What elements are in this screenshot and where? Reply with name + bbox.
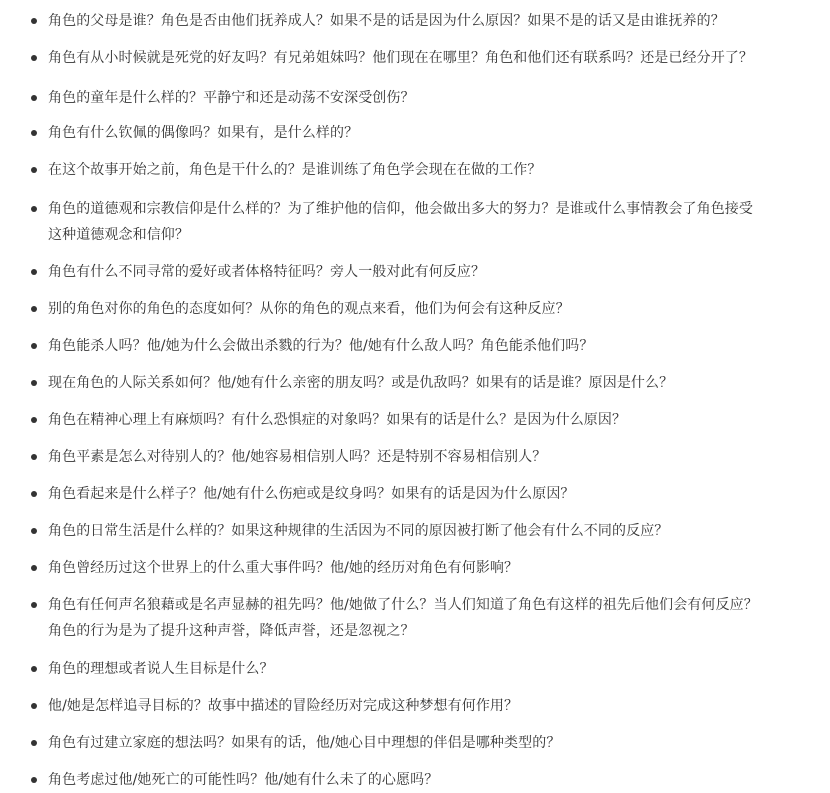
bullet-icon	[31, 740, 37, 746]
question-line: 在这个故事开始之前，角色是干什么的？是谁训练了角色学会现在在做的工作？	[48, 162, 542, 178]
bullet-icon	[31, 602, 37, 608]
question-text	[48, 693, 824, 719]
question-item	[0, 555, 830, 581]
question-text	[48, 45, 824, 71]
bullet-icon	[31, 269, 37, 275]
question-text	[48, 730, 824, 756]
question-item	[0, 8, 830, 34]
question-text	[48, 259, 824, 285]
question-line: 角色能杀人吗？他/她为什么会做出杀戮的行为？他/她有什么敌人吗？角色能杀他们吗？	[48, 338, 594, 354]
question-item	[0, 767, 830, 793]
question-line: 角色的日常生活是什么样的？如果这种规律的生活因为不同的原因被打断了他会有什么不同的反应？	[48, 523, 669, 539]
bullet-icon	[31, 206, 37, 212]
question-item	[0, 730, 830, 756]
question-item	[0, 85, 830, 111]
question-line: 别的角色对你的角色的态度如何？从你的角色的观点来看，他们为何会有这种反应？	[48, 301, 570, 317]
question-line: 角色的童年是什么样的？平静宁和还是动荡不安深受创伤？	[48, 90, 415, 106]
question-item	[0, 444, 830, 470]
question-text	[48, 592, 824, 644]
bullet-icon	[31, 666, 37, 672]
question-item	[0, 120, 830, 146]
question-item	[0, 196, 830, 248]
question-text	[48, 157, 824, 183]
question-item	[0, 481, 830, 507]
bullet-icon	[31, 380, 37, 386]
question-item	[0, 333, 830, 359]
question-item	[0, 296, 830, 322]
question-text	[48, 656, 824, 682]
question-line: 角色有什么不同寻常的爱好或者体格特征吗？旁人一般对此有何反应？	[48, 264, 486, 280]
question-text	[48, 481, 824, 507]
question-text	[48, 333, 824, 359]
question-line: 角色有什么钦佩的偶像吗？如果有，是什么样的？	[48, 125, 359, 141]
question-text	[48, 370, 824, 396]
question-item	[0, 693, 830, 719]
bullet-icon	[31, 18, 37, 24]
bullet-icon	[31, 167, 37, 173]
bullet-icon	[31, 417, 37, 423]
question-line: 角色考虑过他/她死亡的可能性吗？他/她有什么未了的心愿吗？	[48, 772, 439, 788]
question-line: 角色有过建立家庭的想法吗？如果有的话，他/她心目中理想的伴侣是哪种类型的？	[48, 735, 561, 751]
bullet-icon	[31, 454, 37, 460]
bullet-icon	[31, 528, 37, 534]
question-text	[48, 296, 824, 322]
question-line: 角色在精神心理上有麻烦吗？有什么恐惧症的对象吗？如果有的话是什么？是因为什么原因？	[48, 412, 627, 428]
bullet-icon	[31, 343, 37, 349]
question-item	[0, 592, 830, 644]
question-line: 角色的道德观和宗教信仰是什么样的？为了维护他的信仰，他会做出多大的努力？是谁或什么事情教会了角色接受	[48, 201, 753, 217]
question-item	[0, 157, 830, 183]
bullet-icon	[31, 565, 37, 571]
question-text	[48, 8, 824, 34]
question-item	[0, 407, 830, 433]
question-item	[0, 45, 830, 71]
question-text	[48, 767, 824, 793]
question-text	[48, 196, 824, 248]
question-line: 角色曾经历过这个世界上的什么重大事件吗？他/她的经历对角色有何影响？	[48, 560, 519, 576]
question-line: 角色平素是怎么对待别人的？他/她容易相信别人吗？还是特别不容易相信别人？	[48, 449, 547, 465]
question-text	[48, 444, 824, 470]
question-line: 角色的行为是为了提升这种声誉，降低声誉，还是忽视之？	[48, 623, 415, 639]
question-line: 他/她是怎样追寻目标的？故事中描述的冒险经历对完成这种梦想有何作用？	[48, 698, 519, 714]
bullet-icon	[31, 55, 37, 61]
question-line: 角色有从小时候就是死党的好友吗？有兄弟姐妹吗？他们现在在哪里？角色和他们还有联系吗？还是已经分开了？	[48, 50, 753, 66]
question-line: 这种道德观念和信仰？	[48, 227, 189, 243]
question-text	[48, 518, 824, 544]
bullet-icon	[31, 130, 37, 136]
question-item	[0, 656, 830, 682]
bullet-icon	[31, 703, 37, 709]
bullet-icon	[31, 95, 37, 101]
question-item	[0, 518, 830, 544]
question-text	[48, 85, 824, 111]
bullet-icon	[31, 777, 37, 783]
question-line: 现在角色的人际关系如何？他/她有什么亲密的朋友吗？或是仇敌吗？如果有的话是谁？原因是什么？	[48, 375, 674, 391]
question-line: 角色的理想或者说人生目标是什么？	[48, 661, 274, 677]
question-line: 角色有任何声名狼藉或是名声显赫的祖先吗？他/她做了什么？当人们知道了角色有这样的祖先后他们会有何反应？	[48, 597, 758, 613]
question-text	[48, 555, 824, 581]
question-line: 角色看起来是什么样子？他/她有什么伤疤或是纹身吗？如果有的话是因为什么原因？	[48, 486, 575, 502]
question-text	[48, 120, 824, 146]
question-text	[48, 407, 824, 433]
question-line: 角色的父母是谁？角色是否由他们抚养成人？如果不是的话是因为什么原因？如果不是的话又是由谁抚养的？	[48, 13, 725, 29]
bullet-icon	[31, 306, 37, 312]
question-item	[0, 370, 830, 396]
bullet-icon	[31, 491, 37, 497]
question-item	[0, 259, 830, 285]
